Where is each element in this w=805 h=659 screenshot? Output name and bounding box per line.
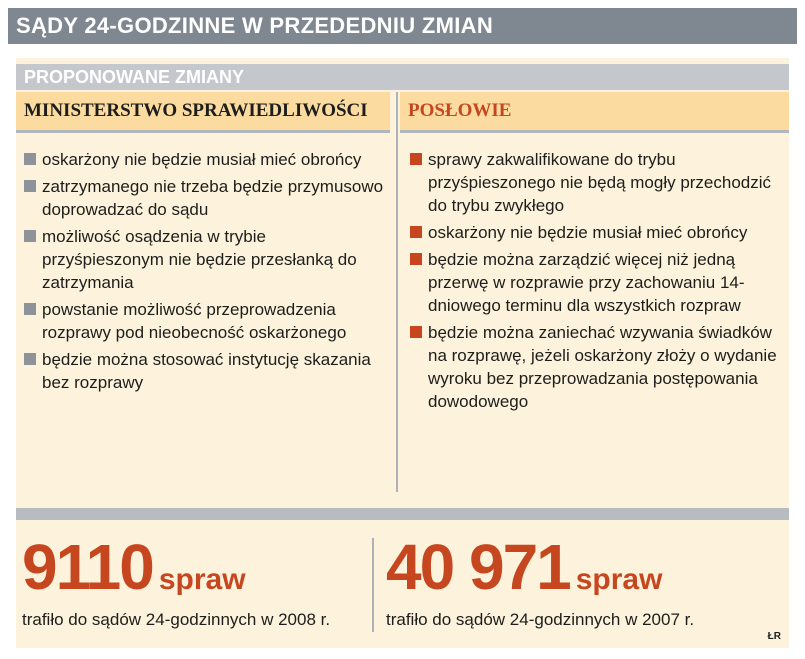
list-item: [22, 175, 386, 221]
square-bullet-icon: [410, 226, 422, 238]
stat-unit: spraw: [575, 563, 663, 596]
square-bullet-icon: [410, 153, 422, 165]
square-bullet-icon: [24, 180, 36, 192]
ministry-heading: MINISTERSTWO SPRAWIEDLIWOŚCI: [24, 100, 368, 121]
stats-divider: [372, 538, 374, 632]
list-item-text: oskarżony nie będzie musiał mieć obrońcy: [428, 223, 748, 242]
column-divider: [396, 92, 398, 492]
list-item: [22, 298, 386, 344]
section-bar: [16, 64, 789, 90]
list-item: [408, 221, 783, 244]
stat-number: 40 971: [386, 531, 570, 603]
list-item: [408, 248, 783, 317]
stat-note: trafiło do sądów 24-godzinnych w 2007 r.: [386, 610, 695, 629]
square-bullet-icon: [410, 326, 422, 338]
deputies-heading: POSŁOWIE: [408, 100, 512, 121]
square-bullet-icon: [24, 153, 36, 165]
stat-unit: spraw: [158, 563, 246, 596]
list-item-text: oskarżony nie będzie musiał mieć obrońcy: [42, 150, 362, 169]
page-title: SĄDY 24-GODZINNE W PRZEDEDNIU ZMIAN: [16, 13, 494, 38]
list-item: [22, 348, 386, 394]
list-item-text: będzie można stosować instytucję skazania bez rozprawy: [42, 350, 371, 392]
square-bullet-icon: [24, 353, 36, 365]
deputies-list: [408, 148, 783, 417]
author-credit: ŁR: [767, 631, 781, 642]
stat-number: 9110: [22, 531, 153, 603]
section-label: PROPONOWANE ZMIANY: [24, 66, 245, 87]
column-heading-ministry: [16, 92, 390, 133]
column-heading-deputies: [400, 92, 789, 133]
content-panel: [16, 58, 789, 648]
list-item-text: zatrzymanego nie trzeba będzie przymusowo doprowadzać do sądu: [42, 177, 384, 219]
square-bullet-icon: [24, 230, 36, 242]
list-item: [22, 148, 386, 171]
list-item-text: powstanie możliwość przeprowadzenia rozprawy pod nieobecność oskarżonego: [42, 300, 347, 342]
list-item-text: możliwość osądzenia w trybie przyśpieszonym nie będzie przesłanką do zatrzymania: [42, 227, 357, 292]
list-item-text: będzie można zaniechać wzywania świadków na rozprawę, jeżeli oskarżony złoży o wydanie wyroku bez przeprowadzania postępowania dowodowego: [428, 323, 777, 411]
ministry-list: [22, 148, 386, 398]
list-item-text: będzie można zarządzić więcej niż jedną przerwę w rozprawie przy zachowaniu 14-dniowego terminu dla wszystkich rozpraw: [428, 250, 745, 315]
list-item: [408, 321, 783, 413]
stat-2007: [386, 532, 694, 630]
square-bullet-icon: [24, 303, 36, 315]
stats-separator-bar: [16, 508, 789, 520]
stat-note: trafiło do sądów 24-godzinnych w 2008 r.: [22, 610, 331, 629]
list-item-text: sprawy zakwalifikowane do trybu przyśpieszonego nie będą mogły przechodzić do trybu zwykłego: [428, 150, 772, 215]
square-bullet-icon: [410, 253, 422, 265]
title-bar: [8, 8, 797, 44]
list-item: [408, 148, 783, 217]
list-item: [22, 225, 386, 294]
stat-2008: [22, 532, 330, 630]
